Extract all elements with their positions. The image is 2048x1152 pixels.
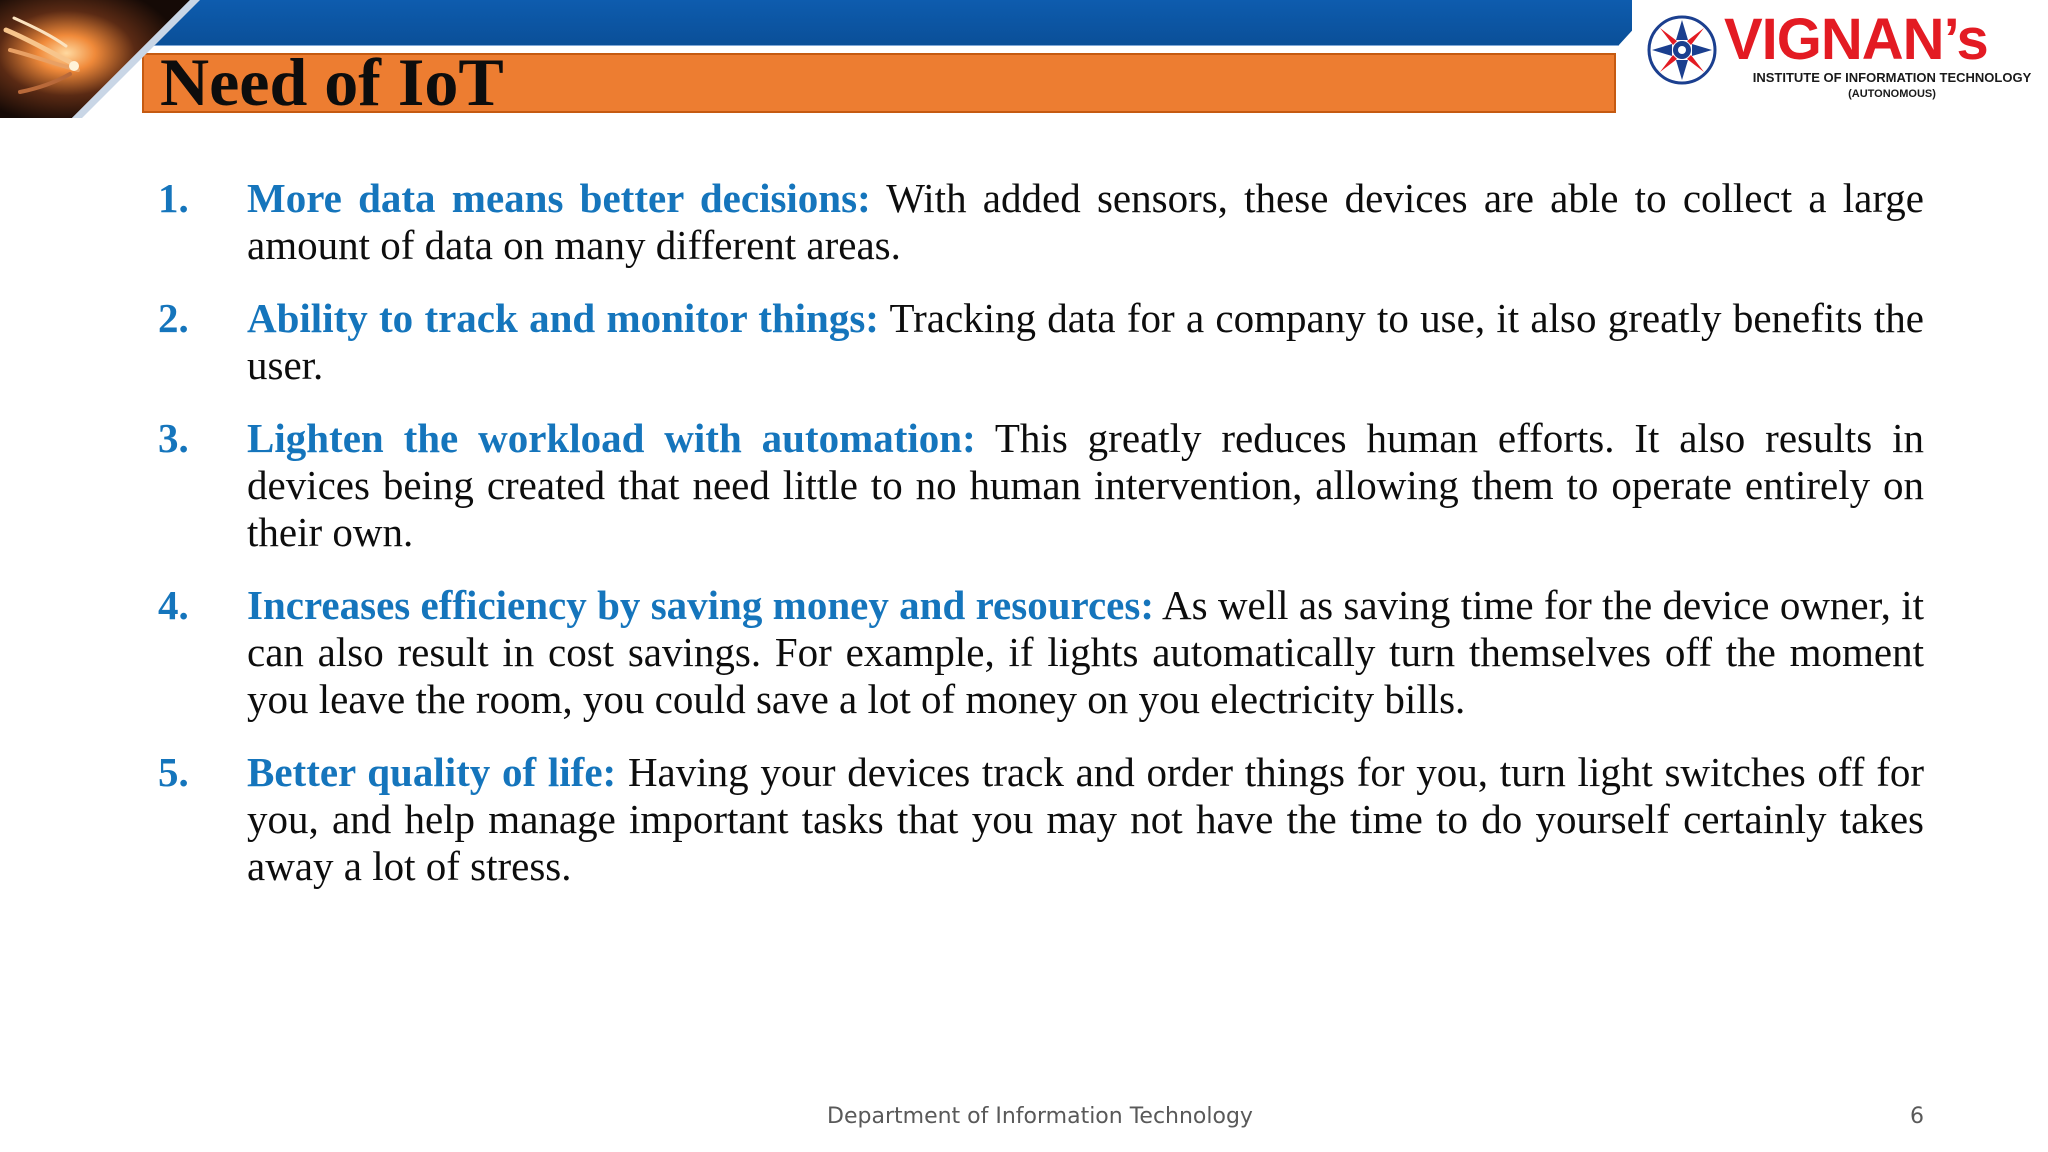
point-text: Having your devices track and order things for you, turn light switches off for you, and help manage important tasks that you may not have the time to do yourself certainly takes away a lot of stress. [247,749,1924,889]
point-number: 4. [158,582,189,628]
vignan-emblem-icon [1646,14,1718,86]
point-text: Tracking data for a company to use, it also greatly benefits the user. [247,295,1924,388]
list-item [158,415,1924,556]
point-text: This greatly reduces human efforts. It also results in devices being created that need little to no human intervention, allowing them to operate entirely on their own. [247,415,1925,555]
point-heading: Increases efficiency by saving money and resources: [247,582,1154,628]
logo-autonomous: (AUTONOMOUS) [1848,88,1936,100]
point-heading: Lighten the workload with automation: [247,415,976,461]
point-number: 2. [158,295,189,341]
page-title: Need of IoT [160,44,504,120]
point-text: With added sensors, these devices are able to collect a large amount of data on many different areas. [247,175,1924,268]
points-list [158,175,1924,916]
institute-logo [1632,0,2048,118]
page-number: 6 [1910,1104,1924,1129]
list-item [158,175,1924,269]
footer-department: Department of Information Technology [827,1104,1253,1129]
point-heading: Ability to track and monitor things: [247,295,879,341]
logo-subtitle: INSTITUTE OF INFORMATION TECHNOLOGY [1752,70,2032,85]
logo-name: VIGNAN’s [1724,7,1988,72]
list-item [158,582,1924,723]
list-item [158,295,1924,389]
point-number: 3. [158,415,189,461]
point-heading: Better quality of life: [247,749,617,795]
point-number: 5. [158,749,189,795]
list-item [158,749,1924,890]
point-number: 1. [158,175,189,221]
point-text: As well as saving time for the device owner, it can also result in cost savings. For example, if lights automatically turn themselves off the moment you leave the room, you could save a lot of money on you electricity bills. [247,582,1924,722]
point-heading: More data means better decisions: [247,175,871,221]
